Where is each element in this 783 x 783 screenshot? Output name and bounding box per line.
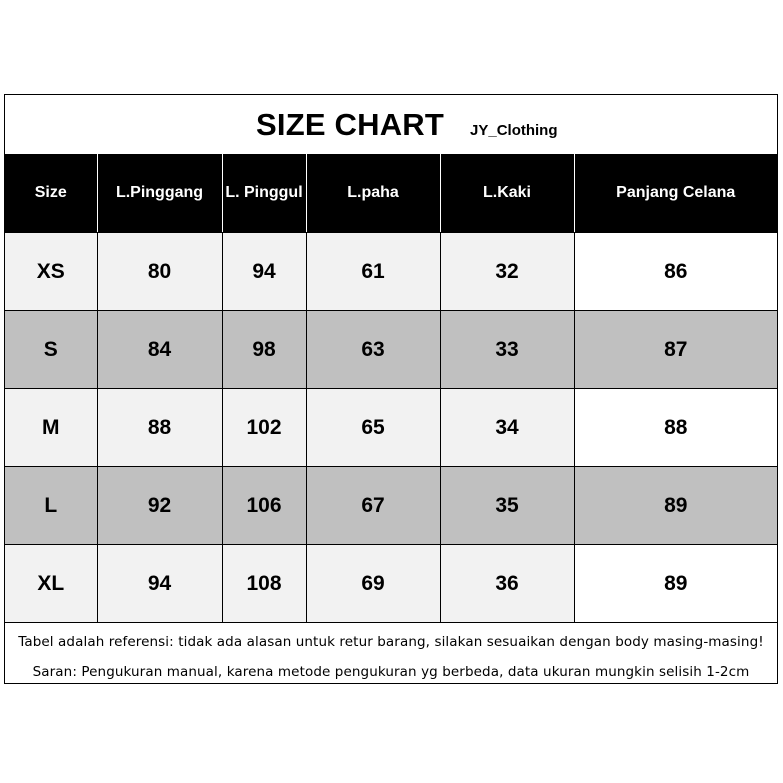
note-suggestion: Saran: Pengukuran manual, karena metode pengukuran yg berbeda, data ukuran mungkin selisih 1-2cm bbox=[32, 664, 750, 680]
cell-l-kaki: 32 bbox=[440, 233, 574, 311]
cell-l-pinggul: 94 bbox=[222, 233, 306, 311]
header-l-paha: L.paha bbox=[306, 154, 440, 233]
cell-l-pinggul: 98 bbox=[222, 311, 306, 389]
header-l-pinggang: L.Pinggang bbox=[97, 154, 222, 233]
cell-l-kaki: 35 bbox=[440, 467, 574, 545]
notes-section bbox=[5, 622, 777, 684]
cell-l-pinggul: 108 bbox=[222, 545, 306, 623]
cell-l-pinggul: 106 bbox=[222, 467, 306, 545]
cell-size: XS bbox=[5, 233, 97, 311]
cell-l-pinggang: 84 bbox=[97, 311, 222, 389]
table-row bbox=[5, 389, 777, 467]
page-title: SIZE CHART bbox=[256, 107, 444, 142]
size-table bbox=[5, 154, 777, 623]
title-bar bbox=[5, 95, 777, 155]
table-row bbox=[5, 467, 777, 545]
cell-l-pinggang: 80 bbox=[97, 233, 222, 311]
cell-size: L bbox=[5, 467, 97, 545]
table-row bbox=[5, 233, 777, 311]
cell-l-paha: 67 bbox=[306, 467, 440, 545]
cell-l-pinggang: 94 bbox=[97, 545, 222, 623]
cell-size: S bbox=[5, 311, 97, 389]
table-row bbox=[5, 311, 777, 389]
cell-panjang-celana: 88 bbox=[574, 389, 777, 467]
cell-size: XL bbox=[5, 545, 97, 623]
cell-l-paha: 61 bbox=[306, 233, 440, 311]
cell-l-paha: 63 bbox=[306, 311, 440, 389]
table-row bbox=[5, 545, 777, 623]
cell-l-pinggul: 102 bbox=[222, 389, 306, 467]
cell-l-kaki: 36 bbox=[440, 545, 574, 623]
cell-panjang-celana: 87 bbox=[574, 311, 777, 389]
header-l-pinggul: L. Pinggul bbox=[222, 154, 306, 233]
cell-l-kaki: 33 bbox=[440, 311, 574, 389]
cell-l-paha: 65 bbox=[306, 389, 440, 467]
cell-size: M bbox=[5, 389, 97, 467]
header-l-kaki: L.Kaki bbox=[440, 154, 574, 233]
cell-panjang-celana: 89 bbox=[574, 467, 777, 545]
size-chart-sheet bbox=[4, 94, 778, 684]
header-size: Size bbox=[5, 154, 97, 233]
brand-name: JY_Clothing bbox=[470, 122, 558, 139]
cell-l-kaki: 34 bbox=[440, 389, 574, 467]
cell-panjang-celana: 86 bbox=[574, 233, 777, 311]
cell-l-pinggang: 88 bbox=[97, 389, 222, 467]
cell-l-pinggang: 92 bbox=[97, 467, 222, 545]
table-header-row bbox=[5, 154, 777, 233]
cell-l-paha: 69 bbox=[306, 545, 440, 623]
header-panjang-celana: Panjang Celana bbox=[574, 154, 777, 233]
note-reference: Tabel adalah referensi: tidak ada alasan untuk retur barang, silakan sesuaikan dengan body masing-masing! bbox=[18, 634, 764, 650]
cell-panjang-celana: 89 bbox=[574, 545, 777, 623]
